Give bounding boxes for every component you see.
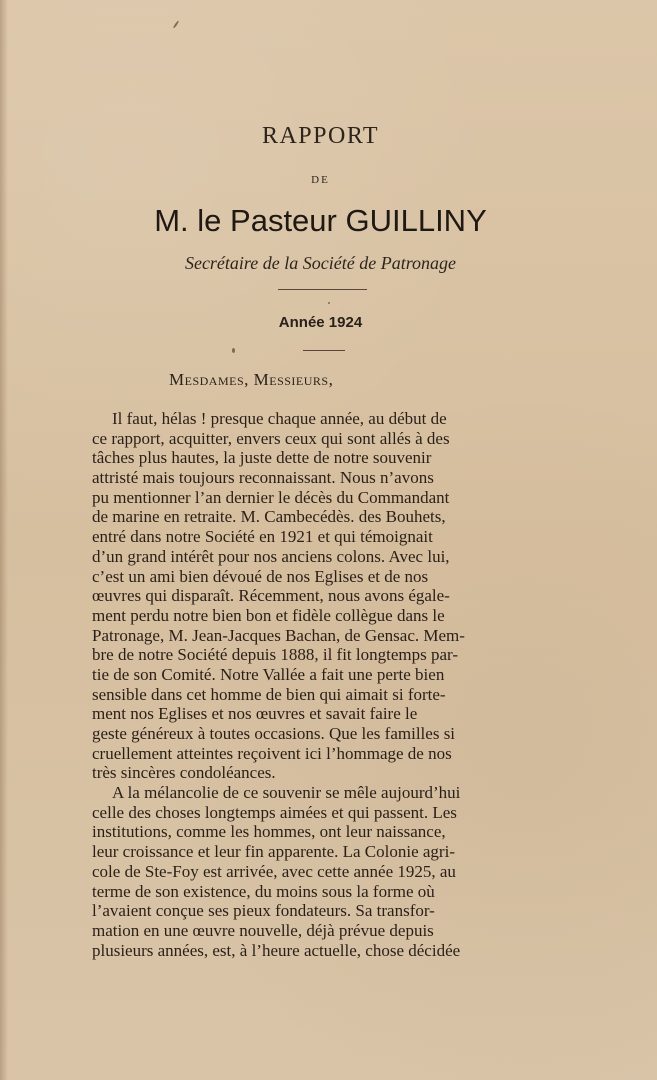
body-line: mation en une œuvre nouvelle, déjà prévue depuis: [92, 920, 434, 940]
body-line: très sincères condoléances.: [92, 763, 276, 783]
body-line: A la mélancolie de ce souvenir se mêle aujourd’hui: [112, 783, 461, 803]
body-line: d’un grand intérêt pour nos anciens colons. Avec lui,: [92, 546, 450, 566]
report-year: Année 1924: [278, 314, 363, 331]
salutation: Mesdames, Messieurs,: [169, 370, 334, 389]
body-line: tie de son Comité. Notre Vallée a fait une perte bien: [92, 664, 445, 684]
body-line: celle des choses longtemps aimées et qui passent. Les: [92, 802, 457, 822]
body-line: c’est un ami bien dévoué de nos Eglises et de nos: [92, 566, 429, 586]
report-title: RAPPORT: [261, 123, 380, 149]
body-line: bre de notre Société depuis 1888, il fit longtemps par-: [92, 645, 459, 665]
body-line: pu mentionner l’an dernier le décès du Commandant: [92, 487, 450, 507]
pastor-name-title: M. le Pasteur GUILLINY: [154, 203, 487, 238]
body-line: l’avaient conçue ses pieux fondateurs. Sa transfor-: [92, 901, 435, 921]
paper-speck: [173, 20, 180, 29]
body-line: cole de Ste-Foy est arrivée, avec cette année 1925, au: [92, 861, 456, 881]
body-line: terme de son existence, du moins sous la forme où: [92, 881, 435, 901]
body-line: cruellement atteintes reçoivent ici l’hommage de nos: [92, 743, 452, 763]
body-line: institutions, comme les hommes, ont leur naissance,: [92, 822, 446, 842]
body-line: plusieurs années, est, à l’heure actuelle, chose décidée: [92, 940, 461, 960]
report-body: [92, 409, 552, 960]
divider-line-lower: [303, 350, 345, 351]
divider-line-upper: [278, 289, 367, 290]
title-preposition: DE: [311, 174, 330, 186]
society-secretary-subtitle: Secrétaire de la Société de Patronage: [184, 253, 457, 273]
body-line: de marine en retraite. M. Cambecédès. des Bouhets,: [92, 507, 446, 527]
body-line: ment perdu notre bien bon et fidèle collègue dans le: [92, 605, 445, 625]
page-edge-shadow: [0, 0, 8, 1080]
body-line: attristé mais toujours reconnaissant. Nous n’avons: [92, 468, 434, 488]
body-line: sensible dans cet homme de bien qui aimait si forte-: [92, 684, 446, 704]
body-line: ment nos Eglises et nos œuvres et savait faire le: [92, 704, 418, 724]
body-line: œuvres qui disparaît. Récemment, nous avons égale-: [92, 586, 450, 606]
body-line: tâches plus hautes, la juste dette de notre souvenir: [92, 448, 432, 468]
paper-speck: [328, 302, 330, 304]
body-line: geste généreux à toutes occasions. Que les familles si: [92, 724, 456, 743]
body-line: ce rapport, acquitter, envers ceux qui sont allés à des: [92, 428, 450, 448]
body-line: leur croissance et leur fin apparente. La Colonie agri-: [92, 842, 455, 862]
body-line: Patronage, M. Jean-Jacques Bachan, de Gensac. Mem-: [92, 625, 465, 645]
paper-speck: [232, 348, 235, 353]
body-line: entré dans notre Société en 1921 et qui témoignait: [92, 527, 433, 547]
body-line: Il faut, hélas ! presque chaque année, au début de: [112, 409, 447, 428]
